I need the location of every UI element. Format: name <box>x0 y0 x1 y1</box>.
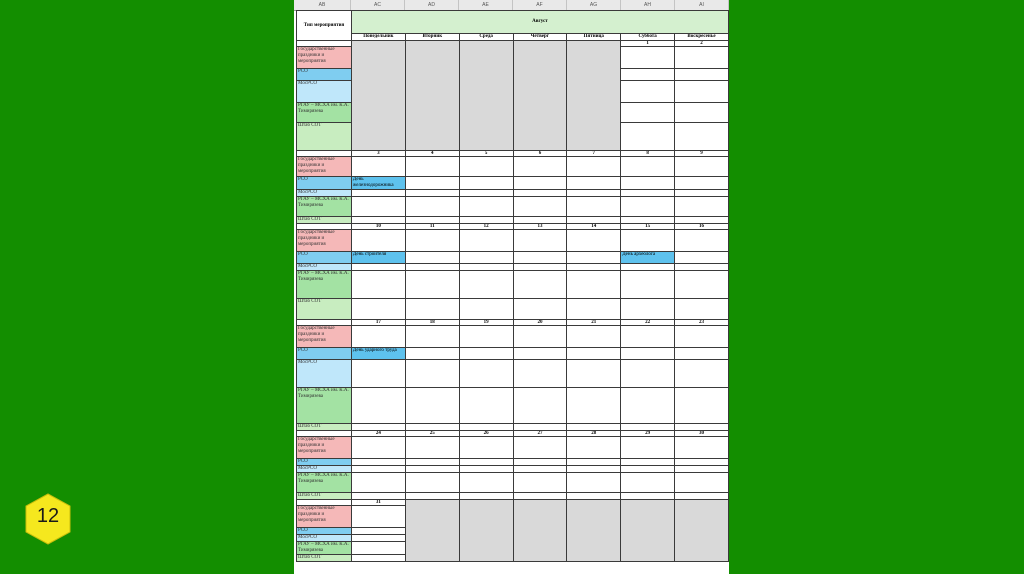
calendar-cell[interactable] <box>621 69 675 81</box>
calendar-cell[interactable] <box>405 424 459 431</box>
calendar-cell[interactable] <box>459 326 513 348</box>
date-number: 8 <box>621 151 675 157</box>
category-mosrso: МосРСО <box>297 360 352 388</box>
category-rgau: РГАУ – МСХА им. К.А. Тимирязева <box>297 271 352 299</box>
calendar-cell[interactable] <box>621 123 675 151</box>
date-number: 1 <box>621 41 675 47</box>
calendar-cell[interactable] <box>675 437 729 459</box>
category-shtab: Штаб СОТ <box>297 424 352 431</box>
calendar-cell[interactable] <box>675 123 729 151</box>
calendar-cell[interactable] <box>621 326 675 348</box>
date-number: 7 <box>567 151 621 157</box>
calendar-cell[interactable] <box>567 473 621 493</box>
calendar-cell[interactable] <box>351 528 405 535</box>
calendar-cell[interactable] <box>405 177 459 190</box>
calendar-cell[interactable] <box>405 197 459 217</box>
calendar-cell[interactable] <box>675 252 729 264</box>
calendar-cell[interactable] <box>459 437 513 459</box>
calendar-cell[interactable] <box>621 271 675 299</box>
calendar-cell[interactable] <box>513 493 567 500</box>
calendar-cell[interactable] <box>567 437 621 459</box>
date-number: 26 <box>459 431 513 437</box>
category-shtab: Штаб СОТ <box>297 217 352 224</box>
empty-day <box>621 500 675 562</box>
empty-day <box>459 41 513 151</box>
calendar-cell[interactable] <box>675 388 729 424</box>
calendar-cell[interactable] <box>567 217 621 224</box>
calendar-cell[interactable] <box>405 299 459 320</box>
category-rgau: РГАУ – МСХА им. К.А. Тимирязева <box>297 542 352 555</box>
calendar-cell[interactable] <box>621 360 675 388</box>
calendar-cell[interactable] <box>459 459 513 466</box>
column-header: AH <box>621 0 675 10</box>
calendar-cell[interactable] <box>621 264 675 271</box>
calendar-cell[interactable] <box>459 197 513 217</box>
category-shtab: Штаб СОТ <box>297 123 352 151</box>
category-mosrso: МосРСО <box>297 535 352 542</box>
date-number: 17 <box>351 320 405 326</box>
slide-number: 12 <box>36 505 60 527</box>
date-number: 3 <box>351 151 405 157</box>
calendar-table <box>296 10 729 562</box>
calendar-cell[interactable] <box>675 271 729 299</box>
category-rso: РСО <box>297 528 352 535</box>
calendar-cell[interactable] <box>675 264 729 271</box>
calendar-cell[interactable] <box>513 299 567 320</box>
category-shtab: Штаб СОТ <box>297 493 352 500</box>
calendar-cell[interactable] <box>621 348 675 360</box>
empty-day <box>513 500 567 562</box>
category-rso: РСО <box>297 459 352 466</box>
calendar-cell[interactable] <box>675 230 729 252</box>
category-state: Государственные праздники и мероприятия <box>297 230 352 252</box>
date-number: 18 <box>405 320 459 326</box>
category-rso: РСО <box>297 348 352 360</box>
calendar-cell[interactable] <box>675 299 729 320</box>
calendar-cell[interactable] <box>459 190 513 197</box>
calendar-cell[interactable] <box>621 177 675 190</box>
calendar-cell[interactable] <box>621 459 675 466</box>
empty-day <box>405 500 459 562</box>
calendar-cell[interactable] <box>459 360 513 388</box>
empty-day <box>567 500 621 562</box>
calendar-cell[interactable] <box>351 459 405 466</box>
calendar-cell[interactable] <box>567 197 621 217</box>
calendar-cell[interactable] <box>351 535 405 542</box>
empty-day <box>675 500 729 562</box>
month-title: Август <box>351 11 728 34</box>
calendar-cell[interactable] <box>351 424 405 431</box>
category-state: Государственные праздники и мероприятия <box>297 47 352 69</box>
calendar-cell[interactable] <box>621 437 675 459</box>
date-number: 6 <box>513 151 567 157</box>
empty-day <box>405 41 459 151</box>
calendar-cell[interactable] <box>675 69 729 81</box>
column-header: AD <box>405 0 459 10</box>
calendar-cell[interactable] <box>513 388 567 424</box>
calendar-cell[interactable] <box>513 424 567 431</box>
calendar-cell[interactable] <box>621 197 675 217</box>
day-name: Суббота <box>621 34 675 41</box>
date-number: 30 <box>675 431 729 437</box>
calendar-cell[interactable] <box>675 103 729 123</box>
date-number: 31 <box>351 500 405 506</box>
category-rgau: РГАУ – МСХА им. К.А. Тимирязева <box>297 388 352 424</box>
category-state: Государственные праздники и мероприятия <box>297 506 352 528</box>
category-state: Государственные праздники и мероприятия <box>297 157 352 177</box>
calendar-cell[interactable] <box>351 299 405 320</box>
calendar-cell[interactable] <box>351 217 405 224</box>
calendar-cell[interactable] <box>513 466 567 473</box>
calendar-cell[interactable] <box>351 230 405 252</box>
calendar-cell[interactable] <box>513 326 567 348</box>
calendar-cell[interactable] <box>351 271 405 299</box>
calendar-cell[interactable] <box>459 466 513 473</box>
calendar-cell[interactable] <box>351 506 405 528</box>
calendar-cell[interactable] <box>405 348 459 360</box>
day-name: Вторник <box>405 34 459 41</box>
category-mosrso: МосРСО <box>297 466 352 473</box>
calendar-cell[interactable] <box>621 81 675 103</box>
calendar-cell[interactable] <box>459 157 513 177</box>
calendar-cell[interactable] <box>675 466 729 473</box>
calendar-cell[interactable] <box>621 230 675 252</box>
event-cell[interactable]: День железнодорожника <box>351 177 405 190</box>
event-cell[interactable]: День строителя <box>351 252 405 264</box>
empty-day <box>513 41 567 151</box>
calendar-cell[interactable] <box>513 360 567 388</box>
category-state: Государственные праздники и мероприятия <box>297 326 352 348</box>
calendar-cell[interactable] <box>405 190 459 197</box>
calendar-cell[interactable] <box>567 326 621 348</box>
category-rso: РСО <box>297 69 352 81</box>
calendar-cell[interactable] <box>567 348 621 360</box>
column-header: AB <box>294 0 351 10</box>
calendar-cell[interactable] <box>567 466 621 473</box>
calendar-cell[interactable] <box>621 299 675 320</box>
category-rgau: РГАУ – МСХА им. К.А. Тимирязева <box>297 473 352 493</box>
calendar-cell[interactable] <box>567 157 621 177</box>
calendar-cell[interactable] <box>621 103 675 123</box>
date-number: 10 <box>351 224 405 230</box>
calendar-cell[interactable] <box>567 388 621 424</box>
category-state: Государственные праздники и мероприятия <box>297 437 352 459</box>
calendar-cell[interactable] <box>405 264 459 271</box>
calendar-cell[interactable] <box>675 473 729 493</box>
column-header: AC <box>351 0 405 10</box>
calendar-cell[interactable] <box>567 177 621 190</box>
calendar-cell[interactable] <box>351 437 405 459</box>
date-number: 5 <box>459 151 513 157</box>
calendar-cell[interactable] <box>459 177 513 190</box>
calendar-cell[interactable] <box>513 217 567 224</box>
calendar-cell[interactable] <box>459 230 513 252</box>
calendar-cell[interactable] <box>405 157 459 177</box>
calendar-cell[interactable] <box>567 493 621 500</box>
day-name: Среда <box>459 34 513 41</box>
calendar-cell[interactable] <box>513 264 567 271</box>
date-number: 28 <box>567 431 621 437</box>
date-number: 29 <box>621 431 675 437</box>
calendar-cell[interactable] <box>351 555 405 562</box>
calendar-cell[interactable] <box>675 177 729 190</box>
event-cell[interactable]: День ударного труда <box>351 348 405 360</box>
calendar-cell[interactable] <box>513 177 567 190</box>
calendar-cell[interactable] <box>675 217 729 224</box>
date-number: 12 <box>459 224 513 230</box>
calendar-cell[interactable] <box>459 473 513 493</box>
event-cell[interactable]: День археолога <box>621 252 675 264</box>
date-number: 21 <box>567 320 621 326</box>
date-number: 2 <box>675 41 729 47</box>
spreadsheet-page <box>294 0 729 574</box>
date-number: 9 <box>675 151 729 157</box>
calendar-cell[interactable] <box>459 264 513 271</box>
calendar-cell[interactable] <box>621 47 675 69</box>
column-header: AF <box>513 0 567 10</box>
date-number: 23 <box>675 320 729 326</box>
calendar-cell[interactable] <box>621 424 675 431</box>
category-rso: РСО <box>297 252 352 264</box>
calendar-cell[interactable] <box>405 493 459 500</box>
calendar-cell[interactable] <box>567 264 621 271</box>
calendar-cell[interactable] <box>513 252 567 264</box>
column-header: AE <box>459 0 513 10</box>
date-number: 19 <box>459 320 513 326</box>
calendar-cell[interactable] <box>513 190 567 197</box>
calendar-cell[interactable] <box>621 157 675 177</box>
calendar-cell[interactable] <box>675 348 729 360</box>
calendar-cell[interactable] <box>513 459 567 466</box>
calendar-cell[interactable] <box>459 424 513 431</box>
calendar-cell[interactable] <box>675 81 729 103</box>
category-mosrso: МосРСО <box>297 190 352 197</box>
calendar-cell[interactable] <box>675 326 729 348</box>
calendar-cell[interactable] <box>567 271 621 299</box>
calendar-cell[interactable] <box>459 388 513 424</box>
calendar-cell[interactable] <box>621 190 675 197</box>
category-rgau: РГАУ – МСХА им. К.А. Тимирязева <box>297 103 352 123</box>
date-number: 11 <box>405 224 459 230</box>
calendar-cell[interactable] <box>351 542 405 555</box>
category-rso: РСО <box>297 177 352 190</box>
category-mosrso: МосРСО <box>297 264 352 271</box>
calendar-cell[interactable] <box>351 157 405 177</box>
empty-day <box>459 500 513 562</box>
type-header: Тип мероприятия <box>297 11 352 41</box>
calendar-cell[interactable] <box>405 326 459 348</box>
calendar-cell[interactable] <box>621 466 675 473</box>
calendar-cell[interactable] <box>459 493 513 500</box>
calendar-cell[interactable] <box>351 388 405 424</box>
category-rgau: РГАУ – МСХА им. К.А. Тимирязева <box>297 197 352 217</box>
empty-day <box>567 41 621 151</box>
calendar-cell[interactable] <box>405 271 459 299</box>
date-number: 25 <box>405 431 459 437</box>
calendar-cell[interactable] <box>351 197 405 217</box>
calendar-cell[interactable] <box>351 466 405 473</box>
calendar-cell[interactable] <box>351 473 405 493</box>
date-number: 27 <box>513 431 567 437</box>
calendar-cell[interactable] <box>567 360 621 388</box>
empty-day <box>351 41 405 151</box>
calendar-cell[interactable] <box>459 252 513 264</box>
calendar-cell[interactable] <box>459 348 513 360</box>
calendar-cell[interactable] <box>675 197 729 217</box>
date-number: 22 <box>621 320 675 326</box>
day-name: Пятница <box>567 34 621 41</box>
calendar-cell[interactable] <box>405 252 459 264</box>
date-number: 20 <box>513 320 567 326</box>
calendar-cell[interactable] <box>351 264 405 271</box>
calendar-cell[interactable] <box>513 437 567 459</box>
day-name: Четверг <box>513 34 567 41</box>
calendar-cell[interactable] <box>675 157 729 177</box>
calendar-cell[interactable] <box>405 217 459 224</box>
calendar-cell[interactable] <box>459 271 513 299</box>
calendar-cell[interactable] <box>513 271 567 299</box>
calendar-cell[interactable] <box>405 459 459 466</box>
calendar-cell[interactable] <box>459 217 513 224</box>
calendar-cell[interactable] <box>675 493 729 500</box>
calendar-cell[interactable] <box>405 388 459 424</box>
calendar-cell[interactable] <box>405 437 459 459</box>
day-name: Воскресенье <box>675 34 729 41</box>
calendar-cell[interactable] <box>567 190 621 197</box>
calendar-cell[interactable] <box>405 360 459 388</box>
calendar-cell[interactable] <box>513 230 567 252</box>
calendar-cell[interactable] <box>351 190 405 197</box>
calendar-cell[interactable] <box>351 326 405 348</box>
calendar-cell[interactable] <box>621 217 675 224</box>
calendar-cell[interactable] <box>675 47 729 69</box>
date-number: 15 <box>621 224 675 230</box>
day-name: Понедельник <box>351 34 405 41</box>
date-number: 13 <box>513 224 567 230</box>
date-number: 14 <box>567 224 621 230</box>
calendar-cell[interactable] <box>675 459 729 466</box>
calendar-cell[interactable] <box>567 424 621 431</box>
calendar-cell[interactable] <box>567 299 621 320</box>
column-header: AI <box>675 0 729 10</box>
category-shtab: Штаб СОТ <box>297 299 352 320</box>
calendar-cell[interactable] <box>513 473 567 493</box>
date-number: 4 <box>405 151 459 157</box>
date-number: 16 <box>675 224 729 230</box>
calendar-cell[interactable] <box>459 299 513 320</box>
calendar-cell[interactable] <box>567 230 621 252</box>
calendar-cell[interactable] <box>405 466 459 473</box>
calendar-cell[interactable] <box>405 473 459 493</box>
calendar-cell[interactable] <box>567 252 621 264</box>
calendar-cell[interactable] <box>351 360 405 388</box>
calendar-cell[interactable] <box>567 459 621 466</box>
calendar-cell[interactable] <box>675 190 729 197</box>
calendar-cell[interactable] <box>621 493 675 500</box>
calendar-cell[interactable] <box>675 424 729 431</box>
calendar-cell[interactable] <box>621 388 675 424</box>
calendar-cell[interactable] <box>405 230 459 252</box>
calendar-cell[interactable] <box>513 157 567 177</box>
calendar-cell[interactable] <box>621 473 675 493</box>
calendar-cell[interactable] <box>513 197 567 217</box>
calendar-cell[interactable] <box>513 348 567 360</box>
calendar-cell[interactable] <box>351 493 405 500</box>
column-header: AG <box>567 0 621 10</box>
category-mosrso: МосРСО <box>297 81 352 103</box>
category-shtab: Штаб СОТ <box>297 555 352 562</box>
date-number: 24 <box>351 431 405 437</box>
calendar-cell[interactable] <box>675 360 729 388</box>
